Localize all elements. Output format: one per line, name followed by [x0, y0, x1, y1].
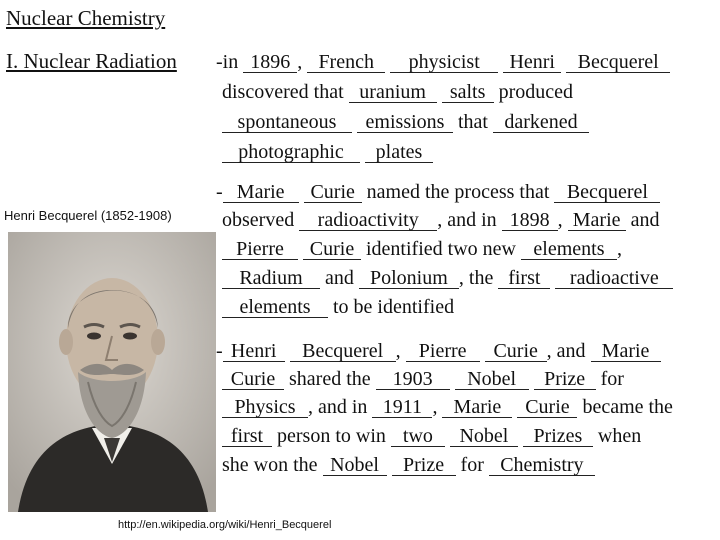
text: she won the	[222, 454, 318, 476]
p3-line3	[222, 395, 673, 419]
p2-line4	[222, 266, 673, 290]
text: -	[216, 181, 223, 203]
text: when	[597, 425, 642, 447]
text: , the	[458, 267, 494, 289]
p3-line1	[216, 339, 661, 363]
blank-curie: Curie	[304, 182, 362, 203]
text: , and in	[437, 209, 497, 231]
text: shared the	[289, 368, 371, 390]
text: -in	[216, 51, 239, 73]
blank-prizes: Prizes	[523, 426, 593, 447]
blank-marie: Marie	[591, 341, 661, 362]
blank-becquerel: Becquerel	[290, 341, 396, 362]
becquerel-portrait-icon	[8, 232, 216, 512]
text: ,	[616, 238, 622, 260]
blank-curie: Curie	[485, 341, 547, 362]
text: for	[600, 368, 624, 390]
blank-marie: Marie	[442, 397, 512, 418]
blank-year: 1911	[372, 397, 432, 418]
p1-line1	[216, 50, 670, 74]
blank-pierre: Pierre	[406, 341, 480, 362]
blank-last-name: Becquerel	[566, 52, 670, 73]
text: ,	[432, 396, 438, 418]
text: , and in	[308, 396, 368, 418]
blank-marie: Marie	[568, 210, 626, 231]
p2-line5	[222, 295, 454, 319]
blank-nobel: Nobel	[323, 455, 387, 476]
text: person to win	[277, 425, 386, 447]
photo-caption: Henri Becquerel (1852-1908)	[4, 208, 172, 223]
blank-nationality: French	[307, 52, 385, 73]
blank-radioactivity: radioactivity	[299, 210, 437, 231]
text: identified two new	[366, 238, 516, 260]
section-heading	[6, 49, 177, 74]
text: named the process that	[366, 181, 550, 203]
text: , and	[546, 340, 586, 362]
blank-salts: salts	[442, 82, 494, 103]
portrait-photo	[8, 232, 216, 512]
blank-first: first	[498, 268, 550, 289]
blank-job: physicist	[390, 52, 498, 73]
blank-first-name: Henri	[503, 52, 561, 73]
text: for	[460, 454, 484, 476]
blank-curie: Curie	[517, 397, 577, 418]
blank-prize: Prize	[392, 455, 456, 476]
blank-year: 1898	[502, 210, 558, 231]
blank-prize: Prize	[534, 369, 596, 390]
blank-polonium: Polonium	[359, 268, 459, 289]
text: and	[325, 267, 354, 289]
blank-chemistry: Chemistry	[489, 455, 595, 476]
p3-line4	[222, 424, 641, 448]
p1-line4	[222, 140, 433, 164]
p2-line3	[222, 237, 622, 261]
p2-line2	[222, 208, 660, 232]
p1-line2	[222, 80, 573, 104]
p2-line1	[216, 180, 660, 204]
blank-year: 1896	[243, 52, 297, 73]
blank-two: two	[391, 426, 445, 447]
text: ,	[395, 340, 401, 362]
p3-line5	[222, 453, 595, 477]
text: produced	[498, 81, 574, 103]
blank-uranium: uranium	[349, 82, 437, 103]
blank-pierre: Pierre	[222, 239, 298, 260]
text: ,	[557, 209, 563, 231]
page-title: Nuclear Chemistry	[6, 6, 166, 30]
text: -	[216, 340, 223, 362]
blank-year: 1903	[376, 369, 450, 390]
blank-becquerel: Becquerel	[554, 182, 660, 203]
blank-radioactive: radioactive	[555, 268, 673, 289]
text: discovered that	[222, 81, 344, 103]
section-heading-text: I. Nuclear Radiation	[6, 49, 177, 73]
blank-elements: elements	[222, 297, 328, 318]
blank-first: first	[222, 426, 272, 447]
text: that	[458, 111, 488, 133]
blank-curie: Curie	[303, 239, 361, 260]
blank-radium: Radium	[222, 268, 320, 289]
blank-physics: Physics	[222, 397, 308, 418]
blank-photographic: photographic	[222, 142, 360, 163]
blank-nobel: Nobel	[450, 426, 518, 447]
blank-emissions: emissions	[357, 112, 453, 133]
blank-curie: Curie	[222, 369, 284, 390]
text: became the	[582, 396, 673, 418]
blank-henri: Henri	[223, 341, 285, 362]
blank-spontaneous: spontaneous	[222, 112, 352, 133]
text: and	[630, 209, 660, 231]
p3-line2	[222, 367, 624, 391]
p1-line3	[222, 110, 589, 134]
text: to be identified	[333, 296, 455, 318]
text: ,	[297, 51, 303, 73]
blank-nobel: Nobel	[455, 369, 529, 390]
source-link[interactable]: http://en.wikipedia.org/wiki/Henri_Becquerel	[118, 519, 332, 531]
text: observed	[222, 209, 295, 231]
blank-elements: elements	[521, 239, 617, 260]
blank-plates: plates	[365, 142, 433, 163]
blank-marie: Marie	[223, 182, 299, 203]
blank-darkened: darkened	[493, 112, 589, 133]
